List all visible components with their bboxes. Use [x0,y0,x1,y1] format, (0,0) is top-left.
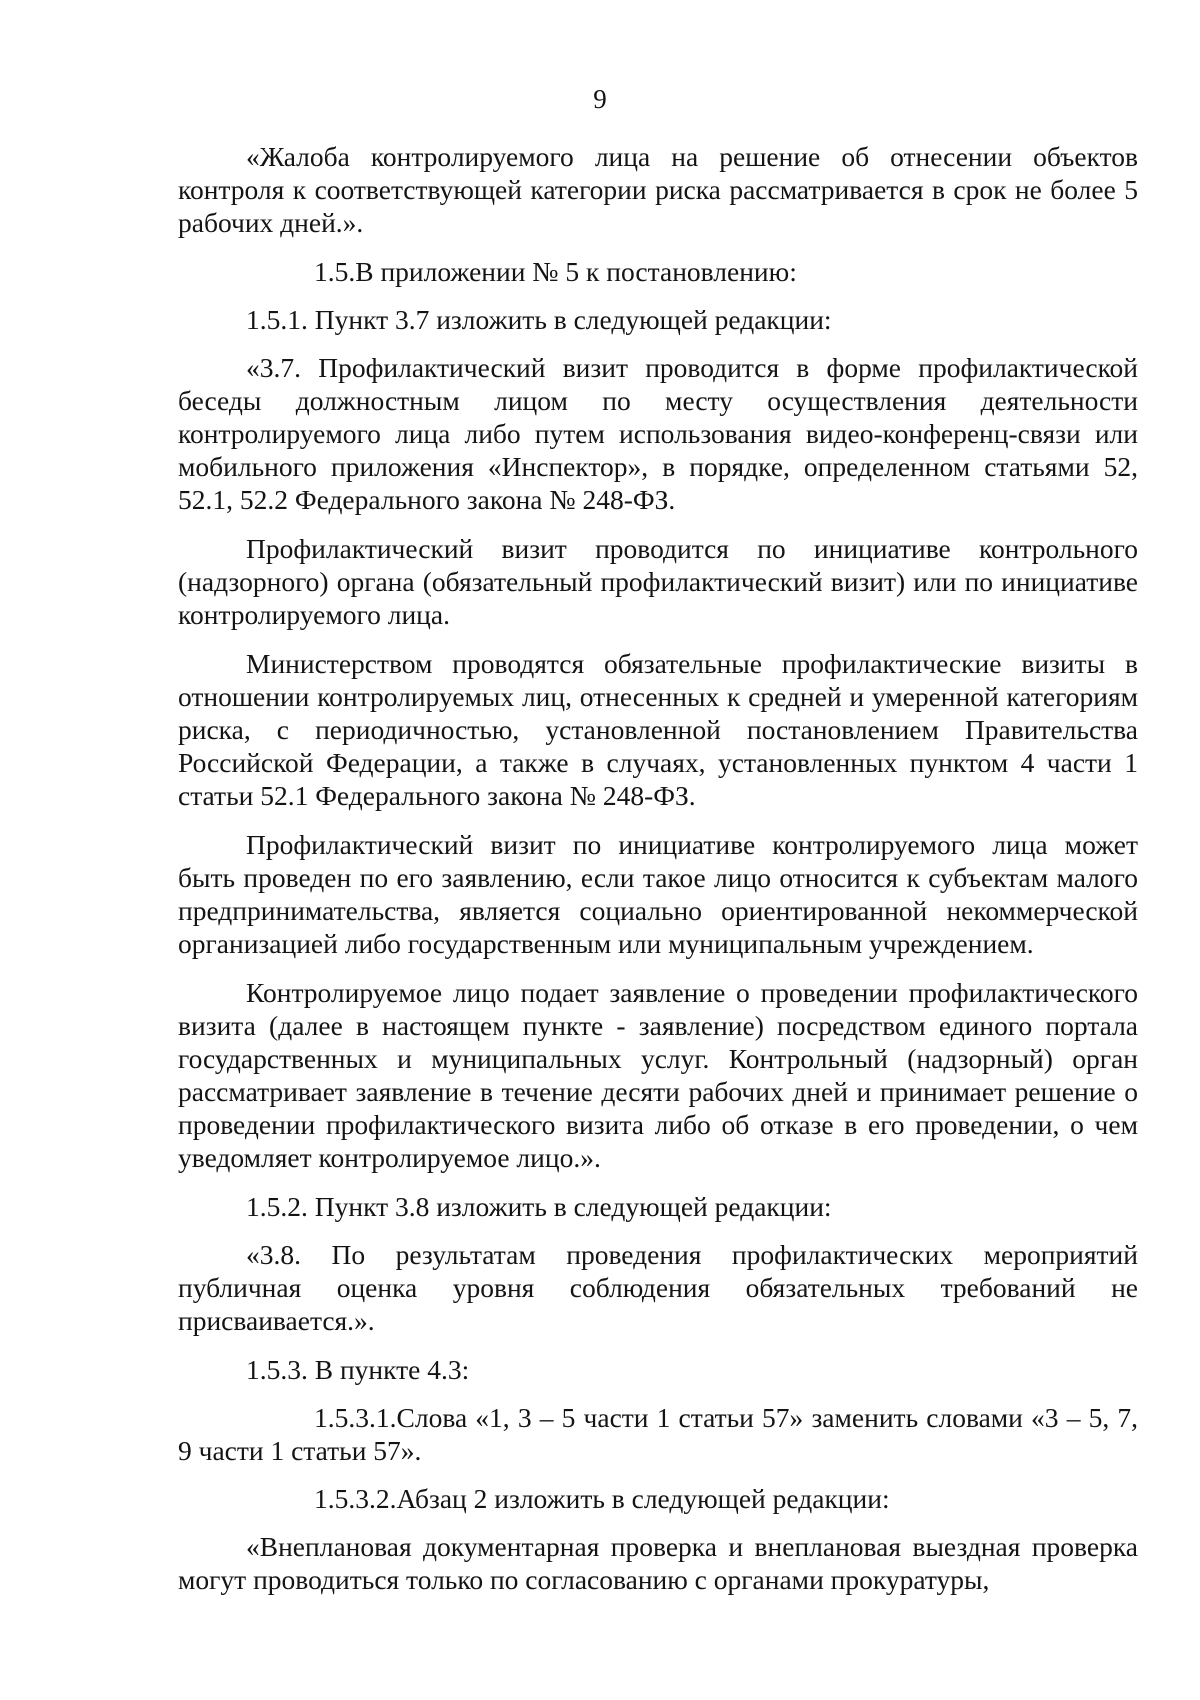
paragraph-3-8: «3.8. По результатам проведения профилактических мероприятий публичная оценка уровня соблюдения обязательных требований не присваивается.». [178,1239,1138,1336]
paragraph-mandatory-visits: Министерством проводятся обязательные профилактические визиты в отношении контролируемых лиц, отнесенных к средней и умеренной категориям риска, с периодичностью, установленной постановлением Правительства Российской Федерации, а также в случаях, установленных пунктом 4 части 1 статьи 52.1 Федерального закона № 248-ФЗ. [178,648,1138,811]
paragraph-1-5-3: 1.5.3. В пункте 4.3: [246,1354,470,1385]
paragraph-1-5-3-2 [178,1482,1138,1515]
paragraph-visit-by-request: Профилактический визит по инициативе контролируемого лица может быть проведен по его заявлению, если такое лицо относится к субъектам малого предпринимательства, является социально ориентированной некоммерческой организацией либо государственным или муниципальным учреждением. [178,829,1138,959]
clause-number: 1.5. [314,256,356,287]
clause-text: Абзац 2 изложить в следующей редакции: [396,1483,890,1514]
clause-number: 1.5.3.2. [314,1483,397,1514]
paragraph-1-5 [178,255,1138,288]
page-number: 9 [593,84,607,114]
paragraph-3-7: «3.7. Профилактический визит проводится в форме профилактической беседы должностным лицом по месту осуществления деятельности контролируемого лица либо путем использования видео-конференц-связи или мобильного приложения «Инспектор», в порядке, определенном статьями 52, 52.1, 52.2 Федерального закона № 248-ФЗ. [178,352,1138,515]
clause-text: В приложении № 5 к постановлению: [355,256,797,287]
paragraph-1-5-2: 1.5.2. Пункт 3.8 изложить в следующей редакции: [246,1191,832,1222]
paragraph-complaint-term: «Жалоба контролируемого лица на решение об отнесении объектов контроля к соответствующей категории риска рассматривается в срок не более 5 рабочих дней.». [178,141,1138,238]
clause-text: Слова «1, 3 – 5 части 1 статьи 57» заменить словами «3 – 5, 7, 9 части 1 статьи 57». [178,1402,1138,1466]
paragraph-1-5-3-1 [178,1401,1138,1467]
paragraph-unscheduled-inspection: «Внеплановая документарная проверка и внеплановая выездная проверка могут проводиться только по согласованию с органами прокуратуры, [178,1531,1138,1595]
clause-number: 1.5.3.1. [314,1402,397,1433]
paragraph-application: Контролируемое лицо подает заявление о проведении профилактического визита (далее в настоящем пункте - заявление) посредством единого портала государственных и муниципальных услуг. Контрольный (надзорный) орган рассматривает заявление в течение десяти рабочих дней и принимает решение о проведении профилактического визита либо об отказе в его проведении, о чем уведомляет контролируемое лицо.». [178,977,1138,1173]
paragraph-visit-initiative: Профилактический визит проводится по инициативе контрольного (надзорного) органа (обязательный профилактический визит) или по инициативе контролируемого лица. [178,533,1138,630]
paragraph-1-5-1: 1.5.1. Пункт 3.7 изложить в следующей редакции: [246,304,832,335]
document-body [178,140,1138,1612]
